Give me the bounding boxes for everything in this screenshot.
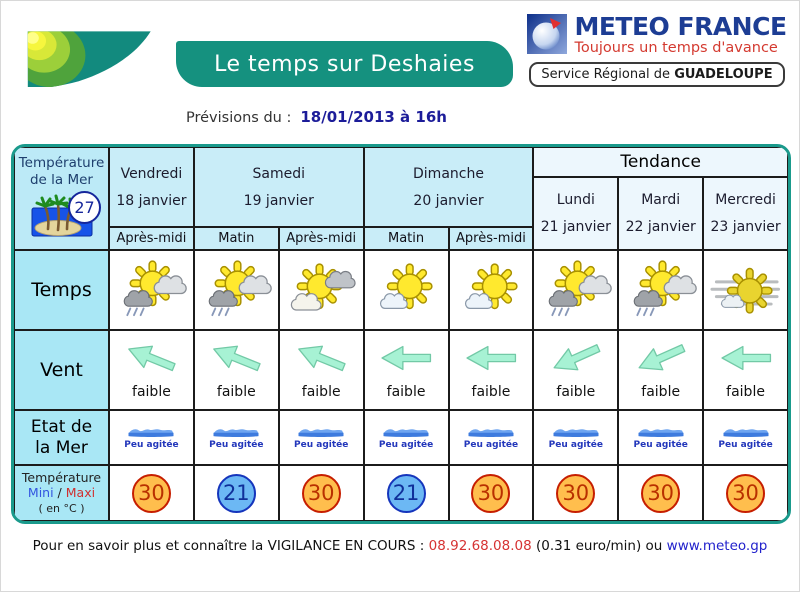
sea-state-cell [109,410,194,465]
weather-icon [369,258,443,322]
weather-icon [199,258,273,322]
wave-icon [127,426,175,438]
wind-cell [364,330,449,410]
wave-icon [297,426,345,438]
temperature-badge: 30 [302,474,341,513]
sea-state-label: Peu agitée [124,439,179,450]
brand-name: METEO FRANCE [574,12,787,41]
weather-cell [703,250,788,330]
wind-strength: faible [641,383,681,400]
wind-cell [449,330,534,410]
day-header-mercredi: Mercredi 23 janvier [703,177,788,250]
tendance-header: Tendance [533,147,788,177]
wind-arrow-icon [380,341,432,375]
period-header: Matin [364,227,449,250]
temperature-badge: 21 [217,474,256,513]
sea-state-label: Peu agitée [463,439,519,450]
period-header: Après-midi [279,227,364,250]
wind-cell [533,330,618,410]
day-header-dimanche: Dimanche 20 janvier [364,147,534,227]
wind-arrow-icon [465,341,517,375]
previsions-line [186,108,447,126]
weather-cell [194,250,279,330]
period-header: Après-midi [109,227,194,250]
temperature-badge: 30 [132,474,171,513]
period-header: Matin [194,227,279,250]
weather-icon [709,258,783,322]
sea-state-cell [618,410,703,465]
wind-arrow-icon [720,341,772,375]
meteo-link[interactable]: www.meteo.gp [666,538,768,554]
weather-icon [284,258,358,322]
wave-icon [552,426,600,438]
wind-strength: faible [471,383,511,400]
row-label-vent: Vent [14,330,109,410]
weather-cell [449,250,534,330]
sea-temperature-label: Température de la Mer [18,155,105,188]
sea-state-cell [364,410,449,465]
wind-arrow-icon [291,332,352,383]
period-header: Après-midi [449,227,534,250]
previsions-value: 18/01/2013 à 16h [300,108,447,126]
day-header-samedi: Samedi 19 janvier [194,147,364,227]
wind-arrow-icon [206,332,267,383]
wind-arrow-icon [630,331,691,383]
weather-icon [539,258,613,322]
wind-cell [618,330,703,410]
sea-temperature-cell [14,147,109,250]
temperature-cell [109,465,194,521]
wind-strength: faible [556,383,596,400]
wind-strength: faible [301,383,341,400]
wind-cell [279,330,364,410]
wind-arrow-icon [121,332,182,383]
wind-arrow-icon [545,331,606,383]
forecast-table [11,144,791,524]
temperature-cell [618,465,703,521]
temperature-cell [449,465,534,521]
wind-strength: faible [726,383,765,400]
maxi-legend: Maxi [65,485,96,500]
temperature-badge: 30 [641,474,680,513]
sea-temperature-badge: 27 [68,191,101,224]
wind-strength: faible [216,383,256,400]
service-region-label: Service Régional de [541,67,675,82]
temperature-badge: 30 [556,474,595,513]
page-title: Le temps sur Deshaies [214,51,475,77]
wind-cell [703,330,788,410]
weather-cell [533,250,618,330]
sea-state-label: Peu agitée [378,439,434,450]
temperature-cell [194,465,279,521]
wind-strength: faible [386,383,426,400]
sea-state-label: Peu agitée [548,439,603,450]
wind-cell [109,330,194,410]
row-label-temperature: Température Mini / Maxi ( en °C ) [14,465,109,521]
temperature-badge: 30 [471,474,510,513]
meteo-france-logo-icon [527,14,567,54]
temperature-badge: 30 [726,474,765,513]
footer-info [1,538,799,554]
sea-state-label: Peu agitée [209,439,264,450]
row-label-etat-mer: Etat de la Mer [14,410,109,465]
weather-cell [109,250,194,330]
weather-icon [454,258,528,322]
wave-swirl-logo-icon [13,15,153,87]
weather-icon [624,258,698,322]
previsions-label: Prévisions du : [186,110,292,126]
wave-icon [212,426,260,438]
wind-cell [194,330,279,410]
weather-cell [364,250,449,330]
brand-tagline: Toujours un temps d'avance [574,40,778,56]
wave-icon [722,426,770,438]
page-title-banner [176,41,513,87]
sea-state-label: Peu agitée [633,439,688,450]
sea-state-cell [194,410,279,465]
footer-text-middle: (0.31 euro/min) ou [531,538,667,554]
service-region-box [529,62,784,87]
sea-state-cell [449,410,534,465]
day-header-mardi: Mardi 22 janvier [618,177,703,250]
sea-state-cell [533,410,618,465]
weather-cell [279,250,364,330]
temperature-cell [279,465,364,521]
temperature-cell [533,465,618,521]
sea-state-label: Peu agitée [718,439,773,450]
temperature-cell [364,465,449,521]
wave-icon [467,426,515,438]
wind-strength: faible [132,383,171,400]
sea-state-cell [279,410,364,465]
wave-icon [637,426,685,438]
weather-cell [618,250,703,330]
vigilance-phone: 08.92.68.08.08 [428,538,532,554]
wave-icon [382,426,430,438]
footer-text-before: Pour en savoir plus et connaître la VIGILANCE EN COURS : [32,538,429,554]
sea-state-label: Peu agitée [294,439,349,450]
service-region-name: GUADELOUPE [674,67,773,82]
weather-icon [114,258,188,322]
day-header-vendredi: Vendredi 18 janvier [109,147,194,227]
temperature-cell [703,465,788,521]
brand-block [527,14,787,87]
day-header-lundi: Lundi 21 janvier [533,177,618,250]
mini-legend: Mini [27,485,54,500]
sea-state-cell [703,410,788,465]
temperature-badge: 21 [387,474,426,513]
row-label-temps: Temps [14,250,109,330]
